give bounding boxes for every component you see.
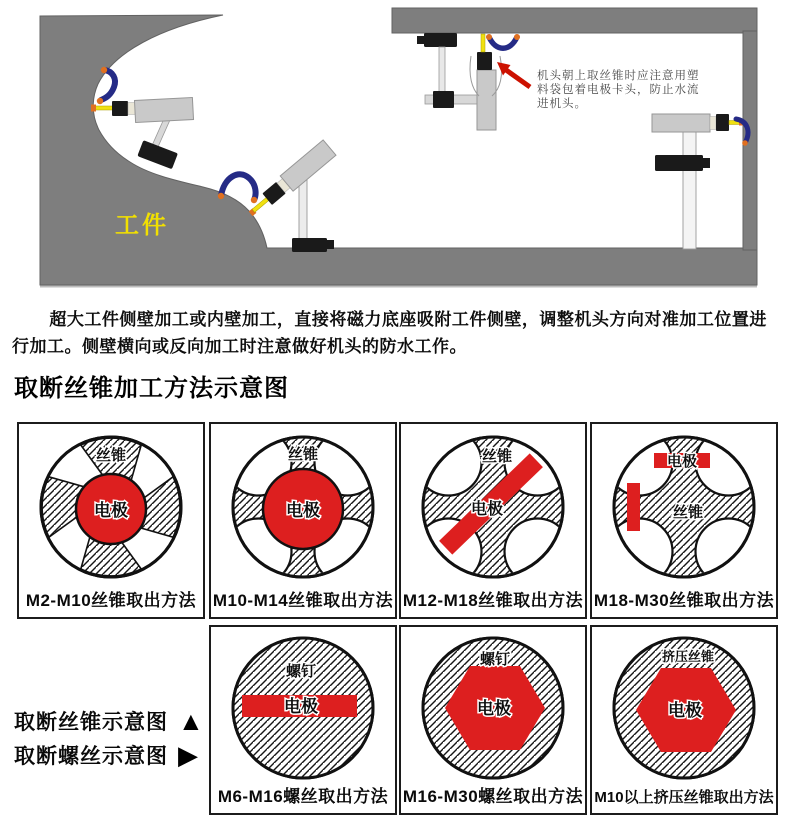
diagram-box-m16-m30	[399, 625, 587, 815]
hose-nozzle	[486, 34, 492, 40]
electrode-label: 电极	[470, 501, 504, 518]
workpiece-label: 工件	[115, 212, 169, 239]
electrode-label: 电极	[477, 699, 511, 718]
chamber-ceiling	[392, 8, 757, 33]
machine-body	[134, 97, 193, 122]
diagram-caption: M6-M16螺丝取出方法	[217, 787, 389, 806]
electrode-rod	[95, 106, 113, 110]
diagram-caption: M12-M18丝锥取出方法	[402, 591, 584, 610]
collar	[128, 103, 135, 115]
hose-nozzle	[251, 197, 257, 203]
diagram-caption: M10以上挤压丝锥取出方法	[594, 789, 774, 806]
hose-nozzle	[97, 98, 103, 104]
electrode-tip	[91, 105, 96, 112]
machine-column	[439, 47, 445, 97]
coolant-hose	[489, 37, 517, 48]
machine-body	[652, 114, 710, 132]
tap-cross-section	[592, 427, 776, 587]
tap-label: 丝锥	[481, 448, 513, 465]
magnetic-base	[424, 33, 457, 47]
diagram-box-extruded-tap	[590, 625, 778, 815]
magnetic-base	[292, 238, 327, 252]
machine-column	[683, 132, 696, 249]
tap-cross-section	[401, 427, 585, 587]
intro-paragraph: 超大工件侧壁加工或内壁加工，直接将磁力底座吸附工件侧壁，调整机头方向对准加工位置进行加工。侧壁横向或反向加工时注意做好机头的防水工作。	[12, 310, 767, 356]
machine-ceiling	[417, 33, 530, 130]
annotation-line: 机头朝上取丝锥时应注意用塑	[537, 70, 700, 82]
annotation-line: 料袋包着电极卡头，防止水流	[537, 84, 700, 96]
pointer-arrow	[506, 70, 531, 87]
legend-screw-label: 取断螺丝示意图	[14, 745, 168, 768]
electrode-shape	[627, 483, 640, 531]
machine-body	[477, 70, 496, 130]
electrode-label: 电极	[668, 701, 702, 720]
electrode-label: 电极	[284, 697, 318, 716]
diagram-box-m6-m16	[209, 625, 397, 815]
hose-nozzle	[218, 193, 224, 199]
electrode-label: 电极	[286, 501, 320, 520]
section-heading: 取断丝锥加工方法示意图	[14, 375, 289, 402]
legend-screw	[14, 740, 199, 770]
tap-cross-section	[19, 427, 203, 587]
scene-illustration	[0, 0, 790, 300]
annotation-note	[537, 68, 700, 110]
diagram-box-m18-m30	[590, 422, 778, 619]
collar	[710, 117, 716, 130]
base-knob	[417, 36, 425, 44]
magnetic-base	[655, 155, 703, 171]
diagram-caption: M10-M14丝锥取出方法	[212, 591, 394, 610]
diagram-box-m2-m10	[17, 422, 205, 619]
hose-nozzle	[514, 34, 520, 40]
tap-label: 丝锥	[672, 504, 704, 521]
tap-label: 丝锥	[95, 447, 127, 464]
tap-cross-section	[592, 630, 776, 786]
diagram-caption: M18-M30丝锥取出方法	[593, 591, 775, 610]
legend-tap-label: 取断丝锥示意图	[14, 711, 168, 734]
chuck-head	[716, 114, 729, 131]
diagram-box-m12-m18	[399, 422, 587, 619]
machine-body	[280, 140, 336, 191]
screw-cross-section	[211, 630, 395, 786]
diagram-caption: M16-M30螺丝取出方法	[402, 787, 584, 806]
screw-cross-section	[401, 630, 585, 786]
electrode-label: 电极	[94, 501, 128, 520]
electrode-rod	[481, 34, 485, 52]
electrode-label: 电极	[666, 453, 698, 470]
chuck-head	[477, 52, 492, 70]
right-triangle-icon: ▶	[178, 740, 199, 770]
tap-label: 丝锥	[287, 446, 319, 463]
up-triangle-icon: ▲	[178, 706, 205, 736]
hose-nozzle	[101, 67, 107, 73]
screw-label: 螺钉	[479, 651, 511, 668]
chuck-head	[112, 101, 128, 116]
tap-cross-section	[211, 427, 395, 587]
hose-nozzle	[742, 140, 748, 146]
diagram-caption: M2-M10丝锥取出方法	[25, 591, 197, 610]
base-knob	[326, 240, 334, 249]
arm-clamp	[433, 91, 454, 108]
screw-label: 螺钉	[285, 663, 317, 680]
base-knob	[702, 158, 710, 168]
diagram-box-m10-m14	[209, 422, 397, 619]
machine-right-wall	[652, 114, 748, 249]
extruded-tap-label: 挤压丝锥	[661, 649, 715, 664]
legend-tap	[14, 706, 205, 736]
annotation-line: 进机头。	[537, 98, 587, 110]
